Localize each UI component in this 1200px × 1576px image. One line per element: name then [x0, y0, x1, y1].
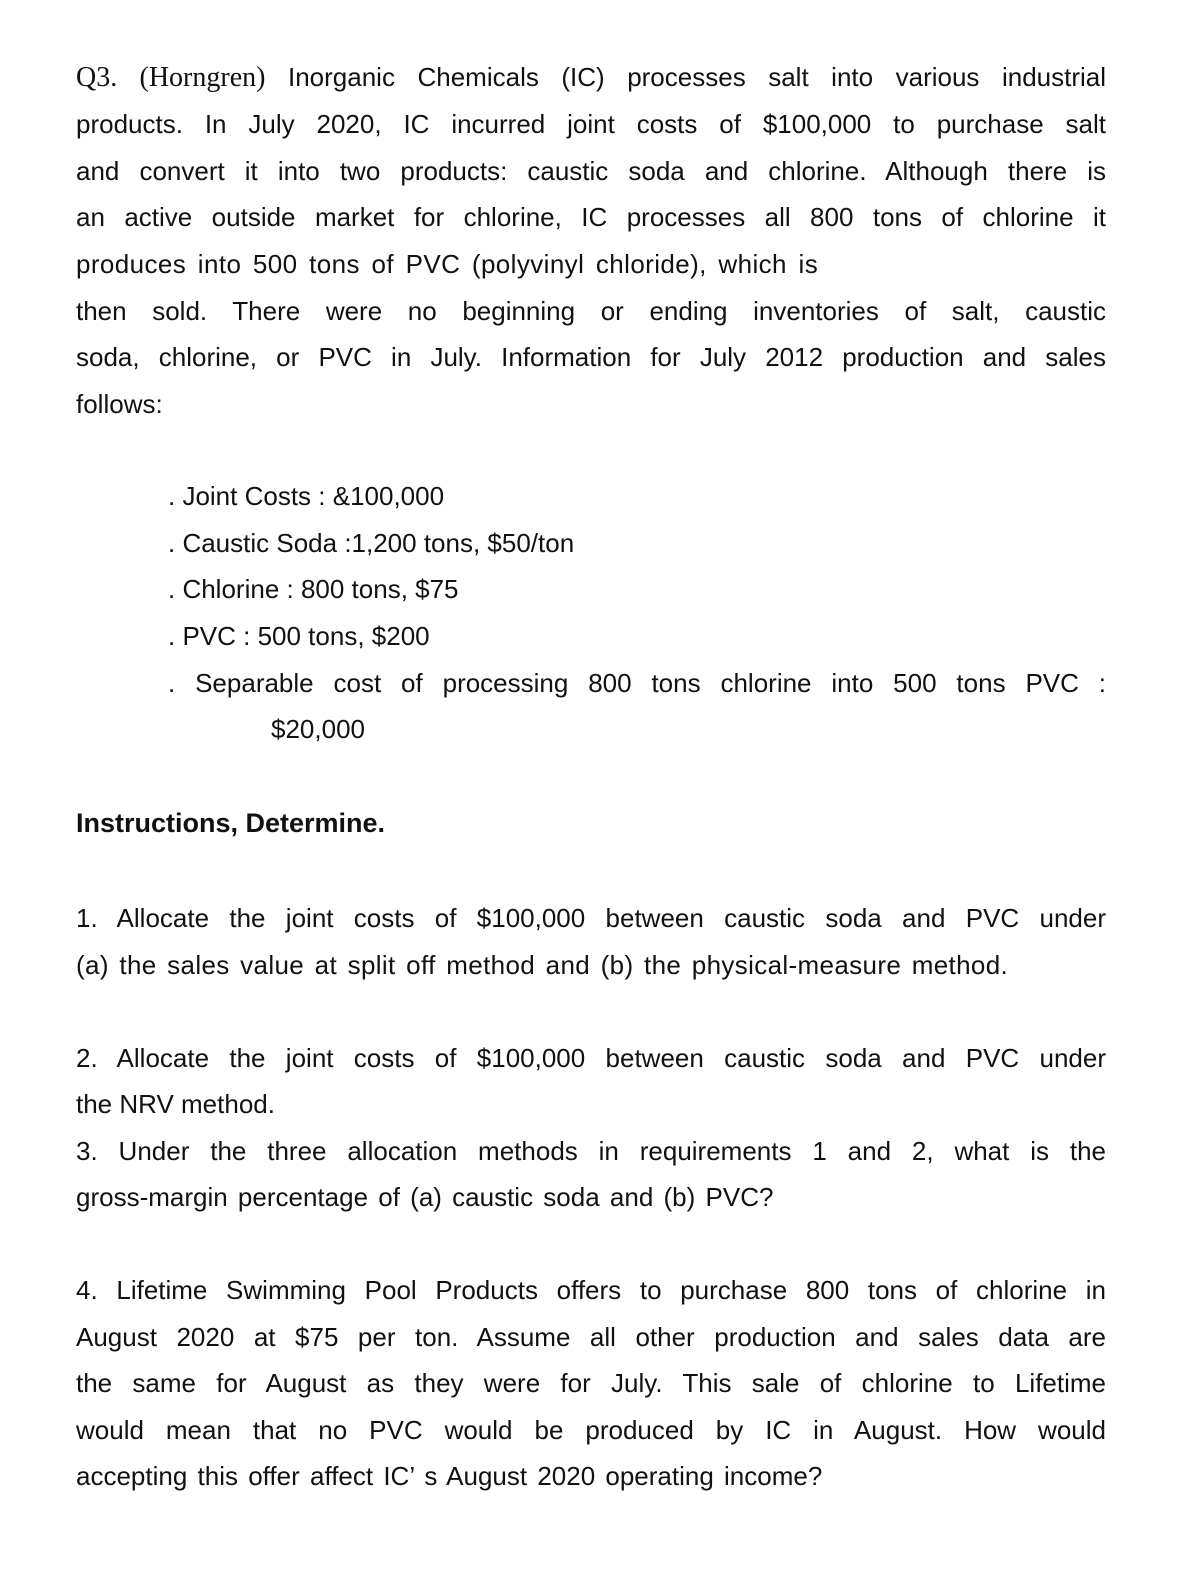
question-intro-line-3: and convert it into two products: caustic soda and chlorine. Although there is [76, 156, 1106, 186]
requirement-3-line-2: gross-margin percentage of (a) caustic soda and (b) PVC? [76, 1182, 774, 1212]
requirement-4-line-2: August 2020 at $75 per ton. Assume all other production and sales data are [76, 1322, 1106, 1352]
fact-separable-cost-amount: $20,000 [271, 714, 365, 744]
question-intro-line-6: then sold. There were no beginning or ending inventories of salt, caustic [76, 296, 1106, 326]
requirement-4-line-5: accepting this offer affect IC’ s August 2020 operating income? [76, 1461, 823, 1491]
question-intro-line-2: products. In July 2020, IC incurred joint costs of $100,000 to purchase salt [76, 109, 1106, 139]
requirement-1-line-2: (a) the sales value at split off method and (b) the physical-measure method. [76, 950, 1009, 980]
fact-caustic-soda: . Caustic Soda :1,200 tons, $50/ton [168, 528, 575, 558]
requirement-3-line-1: 3. Under the three allocation methods in requirements 1 and 2, what is the [76, 1136, 1106, 1166]
fact-joint-costs: . Joint Costs : &100,000 [168, 481, 445, 511]
instructions-heading: Instructions, Determine. [76, 808, 386, 838]
question-label: Q3. (Horngren) [76, 62, 266, 93]
requirement-4-line-3: the same for August as they were for July. This sale of chlorine to Lifetime [76, 1368, 1106, 1398]
question-intro-line-1 [76, 54, 1106, 102]
question-intro-line-8: follows: [76, 389, 163, 419]
fact-chlorine: . Chlorine : 800 tons, $75 [168, 574, 459, 604]
requirement-4-line-4: would mean that no PVC would be produced by IC in August. How would [76, 1415, 1106, 1445]
requirement-1-line-1: 1. Allocate the joint costs of $100,000 between caustic soda and PVC under [76, 903, 1106, 933]
requirement-2-line-1: 2. Allocate the joint costs of $100,000 between caustic soda and PVC under [76, 1043, 1106, 1073]
requirement-2-line-2: the NRV method. [76, 1089, 275, 1119]
question-intro-line-5: produces into 500 tons of PVC (polyvinyl chloride), which is [76, 249, 819, 279]
question-intro-line-4: an active outside market for chlorine, IC processes all 800 tons of chlorine it [76, 202, 1106, 232]
requirement-4-line-1: 4. Lifetime Swimming Pool Products offers to purchase 800 tons of chlorine in [76, 1275, 1106, 1305]
question-intro-text: Inorganic Chemicals (IC) processes salt into various industrial [288, 62, 1107, 92]
fact-pvc: . PVC : 500 tons, $200 [168, 621, 430, 651]
question-intro-line-7: soda, chlorine, or PVC in July. Information for July 2012 production and sales [76, 342, 1106, 372]
fact-separable-cost: . Separable cost of processing 800 tons chlorine into 500 tons PVC : [168, 668, 1106, 698]
